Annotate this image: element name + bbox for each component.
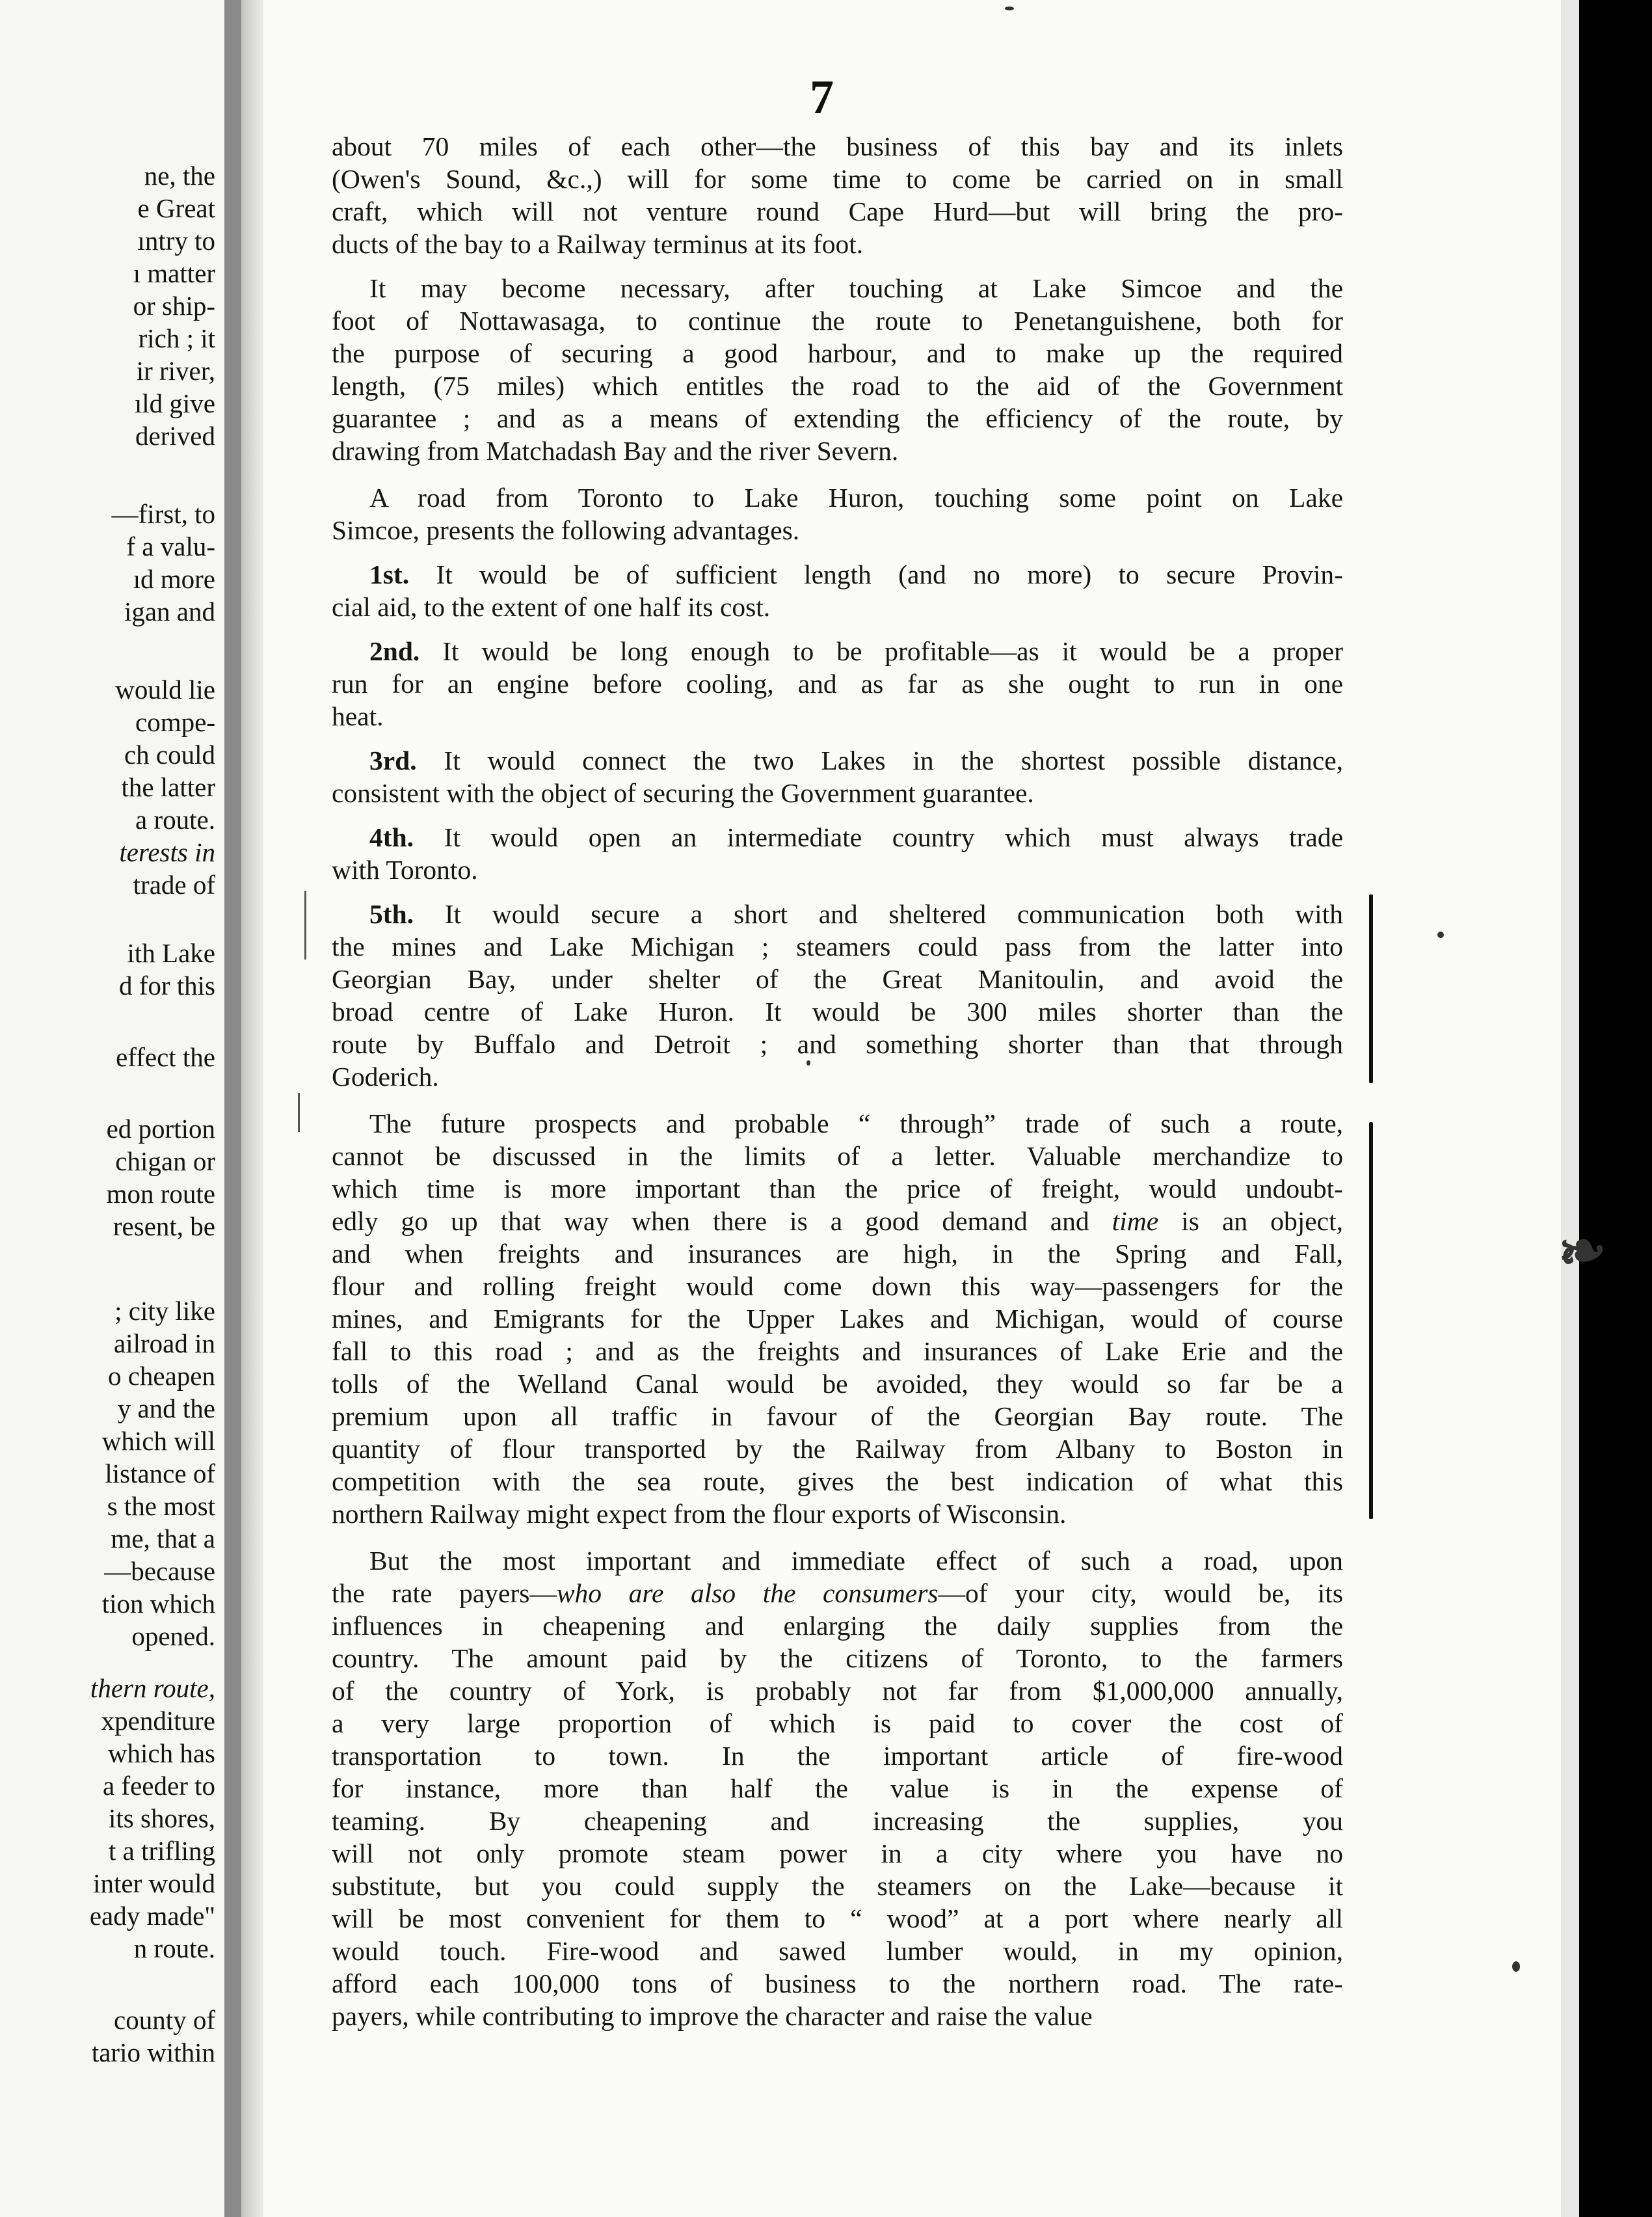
left-page-text-fragment: ıld give [134, 388, 215, 418]
book-gutter [224, 0, 263, 2217]
left-page-text-fragment: its shores, [109, 1803, 215, 1833]
text-line: craft, which will not venture round Cape Hurd—but will bring the pro- [332, 196, 1343, 226]
left-page-text-fragment: mon route [106, 1179, 215, 1209]
text-line: premium upon all traffic in favour of the Georgian Bay route. The [332, 1401, 1343, 1431]
text-line: length, (75 miles) which entitles the road to the aid of the Government [332, 371, 1343, 401]
left-page-text-fragment: the latter [121, 772, 215, 802]
left-page-text-fragment: ch could [124, 740, 215, 770]
left-page-text-fragment: igan and [124, 597, 215, 626]
left-page-text-fragment: d for this [118, 971, 215, 1001]
text-line: country. The amount paid by the citizens of Toronto, to the farmers [332, 1643, 1343, 1673]
text-line: (Owen's Sound, &c.,) will for some time to come be carried on in small [332, 164, 1343, 194]
text-line: the purpose of securing a good harbour, and to make up the required [332, 338, 1343, 368]
text-line: afford each 100,000 tons of business to the northern road. The rate- [332, 1968, 1343, 1998]
paragraph-fifth-advantage [332, 898, 1343, 1093]
ink-speck [1437, 932, 1444, 938]
text-line: quantity of flour transported by the Railway from Albany to Boston in [332, 1434, 1343, 1464]
left-page-fragment [0, 0, 224, 2217]
paragraph-advantages-intro [332, 481, 1343, 546]
text-line: the mines and Lake Michigan ; steamers could pass from the latter into [332, 932, 1343, 961]
text-line: about 70 miles of each other—the business of this bay and its inlets [332, 131, 1343, 161]
text-line: 4th. It would open an intermediate country which must always trade [369, 822, 1343, 852]
paragraph-second-advantage [332, 635, 1343, 732]
left-page-text-fragment: or ship- [133, 291, 215, 321]
text-line: of the country of York, is probably not far from $1,000,000 annually, [332, 1676, 1343, 1706]
page-number: 7 [810, 71, 834, 124]
text-line: broad centre of Lake Huron. It would be 300 miles shorter than the [332, 997, 1343, 1027]
left-page-text-fragment: derived [135, 421, 215, 451]
text-line: flour and rolling freight would come down this way—passengers for the [332, 1271, 1343, 1301]
text-line: teaming. By cheapening and increasing the supplies, you [332, 1806, 1343, 1836]
text-line: competition with the sea route, gives the best indication of what this [332, 1466, 1343, 1496]
left-page-text-fragment: —first, to [111, 499, 215, 529]
text-line: cial aid, to the extent of one half its cost. [332, 592, 771, 622]
text-line: influences in cheapening and enlarging the daily supplies from the [332, 1611, 1343, 1641]
ink-speck [806, 1060, 810, 1066]
left-page-text-fragment: xpenditure [101, 1706, 215, 1736]
text-line: payers, while contributing to improve the character and raise the value [332, 2001, 1093, 2031]
text-line: substitute, but you could supply the steamers on the Lake—because it [332, 1871, 1343, 1901]
text-line: A road from Toronto to Lake Huron, touching some point on Lake [369, 483, 1343, 513]
text-line: for instance, more than half the value is in the expense of [332, 1773, 1343, 1803]
left-page-text-fragment: ir river, [136, 356, 215, 386]
text-line: northern Railway might expect from the flour exports of Wisconsin. [332, 1499, 1067, 1529]
paragraph-first-advantage [332, 558, 1343, 623]
text-line: a very large proportion of which is paid to cover the cost of [332, 1708, 1343, 1738]
left-page-text-fragment: listance of [105, 1458, 215, 1488]
text-line: Georgian Bay, under shelter of the Great Manitoulin, and avoid the [332, 964, 1343, 994]
left-page-text-fragment: ith Lake [127, 938, 215, 968]
margin-mark-left-2 [298, 1093, 300, 1132]
left-page-text-fragment: t a trifling [109, 1836, 215, 1866]
text-line: will be most convenient for them to “ wood” at a port where nearly all [332, 1903, 1343, 1933]
margin-bracket-trade [1369, 1122, 1373, 1519]
left-page-text-fragment: thern route, [90, 1673, 215, 1703]
left-page-text-fragment: o cheapen [107, 1361, 215, 1391]
left-page-text-fragment: terests in [119, 837, 215, 867]
left-page-text-fragment: ı matter [133, 258, 215, 288]
text-line: the rate payers—who are also the consumers—of your city, would be, its [332, 1578, 1343, 1608]
text-line: 5th. It would secure a short and sheltered communication both with [369, 899, 1343, 929]
left-page-text-fragment: n route. [133, 1933, 215, 1963]
text-line: guarantee ; and as a means of extending the efficiency of the route, by [332, 403, 1343, 433]
left-page-text-fragment: ıntry to [137, 226, 215, 256]
text-line: will not only promote steam power in a city where you have no [332, 1838, 1343, 1868]
text-line: and when freights and insurances are high, in the Spring and Fall, [332, 1239, 1343, 1269]
left-page-text-fragment: inter would [93, 1868, 215, 1898]
paragraph-continuation [332, 130, 1343, 260]
margin-bracket-fifth [1369, 894, 1373, 1083]
page-edge [1561, 0, 1579, 2217]
text-line: ducts of the bay to a Railway terminus at its foot. [332, 229, 864, 259]
left-page-text-fragment: me, that a [111, 1524, 215, 1553]
left-page-text-fragment: y and the [117, 1393, 215, 1423]
text-line: foot of Nottawasaga, to continue the route to Penetanguishene, both for [332, 306, 1343, 336]
paragraph-through-trade [332, 1107, 1343, 1530]
text-line: It may become necessary, after touching at Lake Simcoe and the [369, 273, 1343, 303]
left-page-text-fragment: s the most [107, 1491, 215, 1521]
text-line: 1st. It would be of sufficient length (and no more) to secure Provin- [369, 559, 1343, 589]
left-page-text-fragment: ailroad in [114, 1328, 215, 1358]
text-line: heat. [332, 701, 384, 731]
text-line: But the most important and immediate effect of such a road, upon [369, 1546, 1343, 1576]
text-line: The future prospects and probable “ through” trade of such a route, [369, 1108, 1343, 1138]
text-line: 3rd. It would connect the two Lakes in the shortest possible distance, [369, 746, 1343, 775]
paragraph-penetanguishene [332, 272, 1343, 467]
ink-speck [1512, 1961, 1520, 1972]
left-page-text-fragment: rich ; it [138, 323, 215, 353]
left-page-text-fragment: ed portion [106, 1114, 215, 1144]
left-page-text-fragment: trade of [133, 870, 215, 900]
paragraph-fourth-advantage [332, 821, 1343, 886]
text-line: route by Buffalo and Detroit ; and something shorter than that through [332, 1029, 1343, 1059]
left-page-text-fragment: a route. [135, 805, 215, 835]
text-line: drawing from Matchadash Bay and the river Severn. [332, 436, 899, 466]
text-line: fall to this road ; and as the freights and insurances of Lake Erie and the [332, 1336, 1343, 1366]
left-page-text-fragment: ıd more [133, 564, 215, 594]
left-page-text-fragment: effect the [116, 1042, 215, 1072]
paragraph-rate-payers [332, 1544, 1343, 2032]
margin-mark-left [304, 891, 306, 960]
main-text-column [332, 130, 1343, 2032]
left-page-text-fragment: chigan or [115, 1146, 215, 1176]
text-line: edly go up that way when there is a good demand and time is an object, [332, 1206, 1344, 1236]
left-page-text-fragment: ne, the [144, 161, 215, 191]
left-page-text-fragment: a feeder to [103, 1771, 215, 1801]
left-page-text-fragment: county of [114, 2005, 215, 2035]
gutter-shadow [224, 0, 241, 2217]
left-page-text-fragment: eady made" [89, 1901, 215, 1931]
left-page-text-fragment: opened. [131, 1621, 215, 1651]
scan-border [1579, 0, 1652, 2217]
left-page-text-fragment: resent, be [113, 1211, 215, 1241]
left-page-text-fragment: f a valu- [126, 531, 215, 561]
text-line: mines, and Emigrants for the Upper Lakes and Michigan, would of course [332, 1304, 1343, 1334]
ink-speck [1005, 7, 1014, 10]
left-page-text-fragment: would lie [115, 675, 215, 705]
text-line: which time is more important than the price of freight, would undoubt- [332, 1174, 1343, 1203]
left-page-text-fragment: ; city like [114, 1296, 215, 1326]
left-page-text-fragment: tion which [101, 1589, 215, 1619]
left-page-text-fragment: which will [101, 1426, 215, 1456]
left-page-text-fragment: compe- [135, 707, 215, 737]
text-line: Goderich. [332, 1062, 439, 1092]
text-line: cannot be discussed in the limits of a letter. Valuable merchandize to [332, 1141, 1343, 1171]
text-line: run for an engine before cooling, and as far as she ought to run in one [332, 669, 1343, 699]
text-line: tolls of the Welland Canal would be avoided, they would so far be a [332, 1369, 1343, 1399]
text-line: would touch. Fire-wood and sawed lumber would, in my opinion, [332, 1936, 1343, 1966]
text-line: transportation to town. In the important article of fire-wood [332, 1741, 1343, 1771]
left-page-text-fragment: tario within [91, 2037, 215, 2067]
ink-blot: ❧ [1552, 1216, 1612, 1288]
text-line: with Toronto. [332, 855, 478, 885]
paragraph-third-advantage [332, 744, 1343, 809]
text-line: consistent with the object of securing the Government guarantee. [332, 778, 1034, 808]
text-line: Simcoe, presents the following advantages. [332, 515, 800, 545]
text-line: 2nd. It would be long enough to be profitable—as it would be a proper [369, 636, 1343, 666]
left-page-text-fragment: which has [107, 1738, 215, 1768]
left-page-text-fragment: —because [104, 1556, 215, 1586]
left-page-text-fragment: e Great [137, 193, 215, 223]
